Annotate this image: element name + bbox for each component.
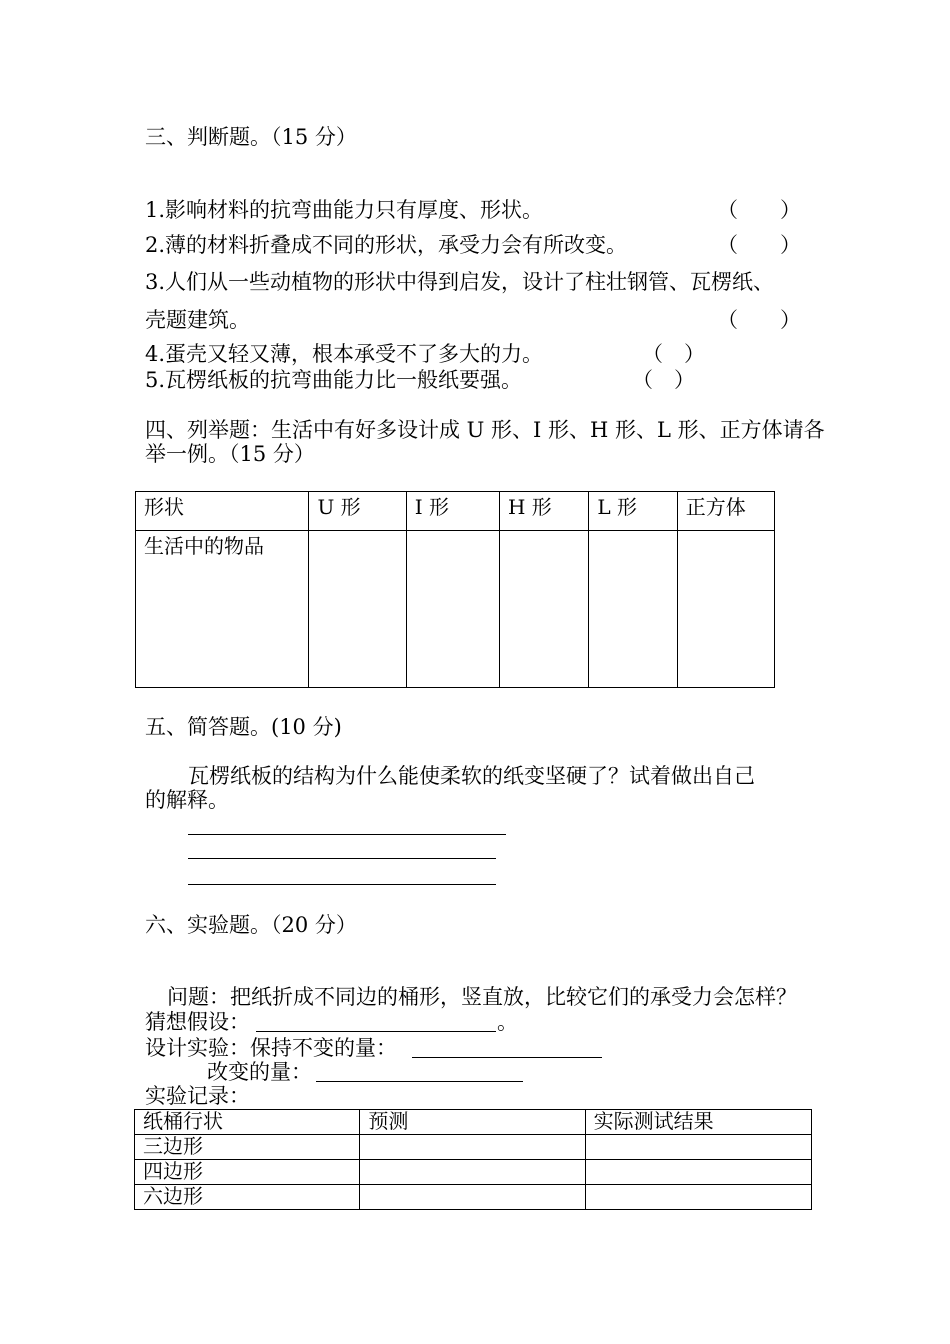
answer-cell-i[interactable] [406, 531, 499, 688]
answer-line-1[interactable] [188, 834, 506, 835]
table-row-label: 生活中的物品 [136, 531, 309, 688]
table-header-cell: 预测 [360, 1110, 585, 1135]
prediction-cell[interactable] [360, 1135, 585, 1160]
constant-blank[interactable] [412, 1057, 602, 1058]
table-header-cell: L 形 [589, 492, 677, 531]
answer-paren-5[interactable]: （ ） [632, 368, 695, 392]
guess-end: 。 [497, 1010, 518, 1034]
answer-cell-l[interactable] [589, 531, 677, 688]
section3-title: 三、判断题。（15 分） [145, 125, 357, 149]
answer-line-2[interactable] [188, 858, 496, 859]
table-header-cell: U 形 [309, 492, 406, 531]
judge-item-1: 1.影响材料的抗弯曲能力只有厚度、形状。 [145, 198, 544, 222]
section5-question-line1: 瓦楞纸板的结构为什么能使柔软的纸变坚硬了？试着做出自己 [188, 764, 755, 788]
variable-blank[interactable] [316, 1081, 523, 1082]
table-header-cell: 纸桶行状 [135, 1110, 360, 1135]
result-cell[interactable] [585, 1135, 811, 1160]
table-row [135, 1160, 812, 1185]
record-label: 实验记录： [145, 1084, 250, 1108]
row-label: 四边形 [135, 1160, 360, 1185]
table-row [135, 1185, 812, 1210]
answer-paren-1[interactable]: （ ） [717, 198, 801, 222]
judge-item-3-line1: 3.人们从一些动植物的形状中得到启发，设计了柱壮钢管、瓦楞纸、 [145, 270, 775, 294]
prediction-cell[interactable] [360, 1185, 585, 1210]
experiment-problem: 问题：把纸折成不同边的桶形，竖直放，比较它们的承受力会怎样？ [167, 985, 797, 1009]
judge-item-2: 2.薄的材料折叠成不同的形状，承受力会有所改变。 [145, 233, 628, 257]
shape-examples-table [135, 491, 775, 688]
section4-title-line2: 举一例。（15 分） [145, 442, 315, 466]
row-label: 三边形 [135, 1135, 360, 1160]
section6-title: 六、实验题。（20 分） [145, 913, 357, 937]
table-header-cell: 实际测试结果 [585, 1110, 811, 1135]
answer-cell-h[interactable] [500, 531, 589, 688]
section4-title-line1: 四、列举题：生活中有好多设计成 U 形、I 形、H 形、L 形、正方体请各 [145, 418, 825, 442]
table-header-cell: H 形 [500, 492, 589, 531]
guess-blank[interactable] [256, 1031, 496, 1032]
change-label: 改变的量： [207, 1060, 312, 1084]
table-header-cell: 正方体 [677, 492, 774, 531]
answer-paren-3[interactable]: （ ） [717, 308, 801, 332]
result-cell[interactable] [585, 1160, 811, 1185]
answer-cell-cube[interactable] [677, 531, 774, 688]
answer-paren-4[interactable]: （ ） [642, 342, 705, 366]
section5-title: 五、简答题。(10 分) [145, 715, 342, 739]
table-header-cell: 形状 [136, 492, 309, 531]
judge-item-5: 5.瓦楞纸板的抗弯曲能力比一般纸要强。 [145, 368, 523, 392]
section5-question-line2: 的解释。 [145, 788, 229, 812]
table-header-cell: I 形 [406, 492, 499, 531]
judge-item-3-line2: 壳题建筑。 [145, 308, 250, 332]
answer-paren-2[interactable]: （ ） [717, 233, 801, 257]
answer-cell-u[interactable] [309, 531, 406, 688]
answer-line-3[interactable] [188, 884, 496, 885]
design-label: 设计实验：保持不变的量： [145, 1036, 397, 1060]
table-row [135, 1135, 812, 1160]
row-label: 六边形 [135, 1185, 360, 1210]
result-cell[interactable] [585, 1185, 811, 1210]
judge-item-4: 4.蛋壳又轻又薄，根本承受不了多大的力。 [145, 342, 544, 366]
guess-label: 猜想假设： [145, 1010, 250, 1034]
experiment-record-table [134, 1109, 812, 1210]
prediction-cell[interactable] [360, 1160, 585, 1185]
